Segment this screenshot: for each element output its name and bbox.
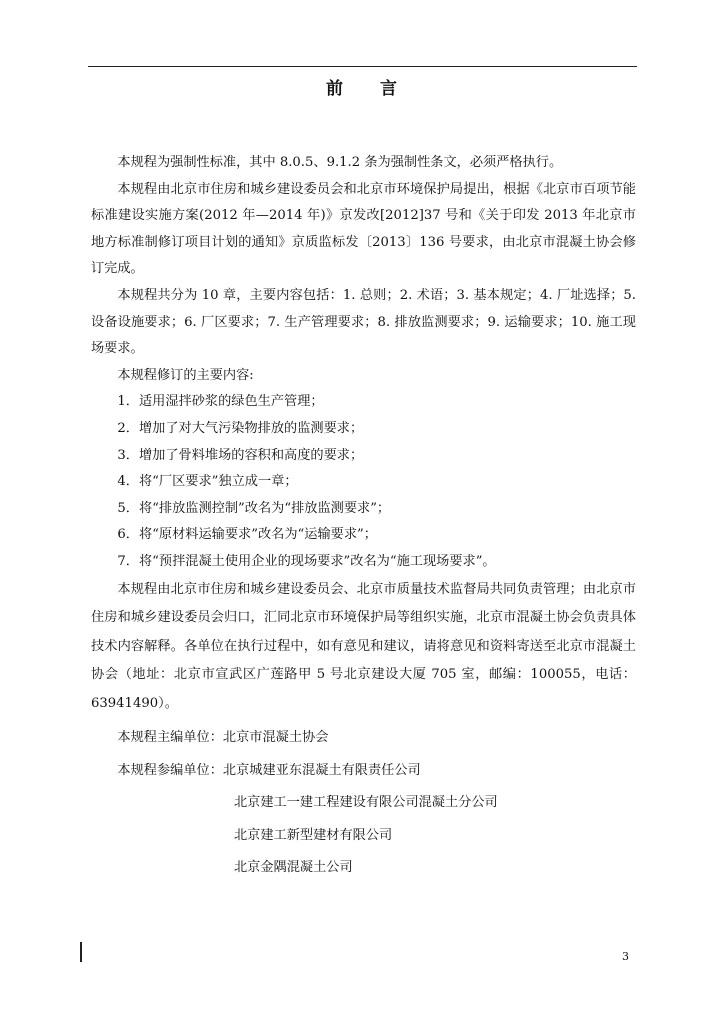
chief-editor-label: 本规程主编单位：: [117, 730, 223, 745]
list-item: 4．将“厂区要求”独立成一章；: [117, 474, 298, 490]
participant-name: 北京金隅混凝土公司: [234, 860, 353, 875]
paragraph-mandatory: 本规程为强制性标准，其中 8.0.5、9.1.2 条为强制性条文，必须严格执行。: [117, 155, 563, 170]
organizations: [91, 722, 636, 885]
participant-name: 北京建工一建工程建设有限公司混凝土分公司: [234, 795, 498, 810]
page-number: 3: [622, 950, 629, 963]
paragraph-revision-intro: 本规程修订的主要内容:: [117, 367, 254, 383]
list-item: 7．将“预拌混凝土使用企业的现场要求”改名为“施工现场要求”。: [117, 553, 496, 569]
header-rule: [88, 66, 637, 67]
list-item: 6．将“原材料运输要求”改名为“运输要求”；: [117, 527, 377, 543]
revision-list: [91, 389, 636, 575]
participants-line: [91, 755, 636, 788]
list-item: 2．增加了对大气污染物排放的监测要求；: [117, 420, 364, 436]
chief-editor-line: [91, 722, 636, 755]
margin-bar: [80, 942, 82, 962]
paragraph-chapters: 本规程共分为 10 章，主要内容包括：1. 总则；2. 术语；3. 基本规定；4. 厂址选择；5. 设备设施要求；6. 厂区要求；7. 生产管理要求；8. 排放监测要求；9. 运输要求；10. 施工现场要求。: [91, 287, 636, 357]
participant-name: 北京城建亚东混凝土有限责任公司: [222, 762, 421, 778]
paragraph-management: 本规程由北京市住房和城乡建设委员会、北京市质量技术监督局共同负责管理；由北京市住房和城乡建设委员会归口，汇同北京市环境保护局等组织实施，北京市混凝土协会负责具体技术内容解释。各单位在执行过程中，如有意见和建议，请将意见和资料寄送至北京市混凝土协会（地址：北京市宣武区广莲路甲 5 号北京建设大厦 705 室，邮编：100055，电话：63941490）。: [91, 581, 636, 711]
participant-name: 北京建工新型建材有限公司: [234, 827, 393, 843]
list-item: 5．将“排放监测控制”改名为“排放监测要求”；: [117, 500, 391, 516]
document-body: [91, 150, 636, 885]
paragraph-origin: 本规程由北京市住房和城乡建设委员会和北京市环境保护局提出，根据《北京市百项节能标准建设实施方案(2012 年—2014 年)》京发改[2012]37 号和《关于印发 2013 年北京市地方标准制修订项目计划的通知》京质监标发〔2013〕136 号要求，由北京市混凝土协会修订完成。: [91, 181, 636, 277]
list-item: 3．增加了骨料堆场的容积和高度的要求；: [117, 447, 364, 463]
participants-label: 本规程参编单位：: [117, 762, 223, 778]
list-item: 1．适用湿拌砂浆的绿色生产管理；: [117, 394, 324, 410]
chief-editor-name: 北京市混凝土协会: [222, 730, 329, 745]
page-title: 前 言: [326, 79, 398, 99]
